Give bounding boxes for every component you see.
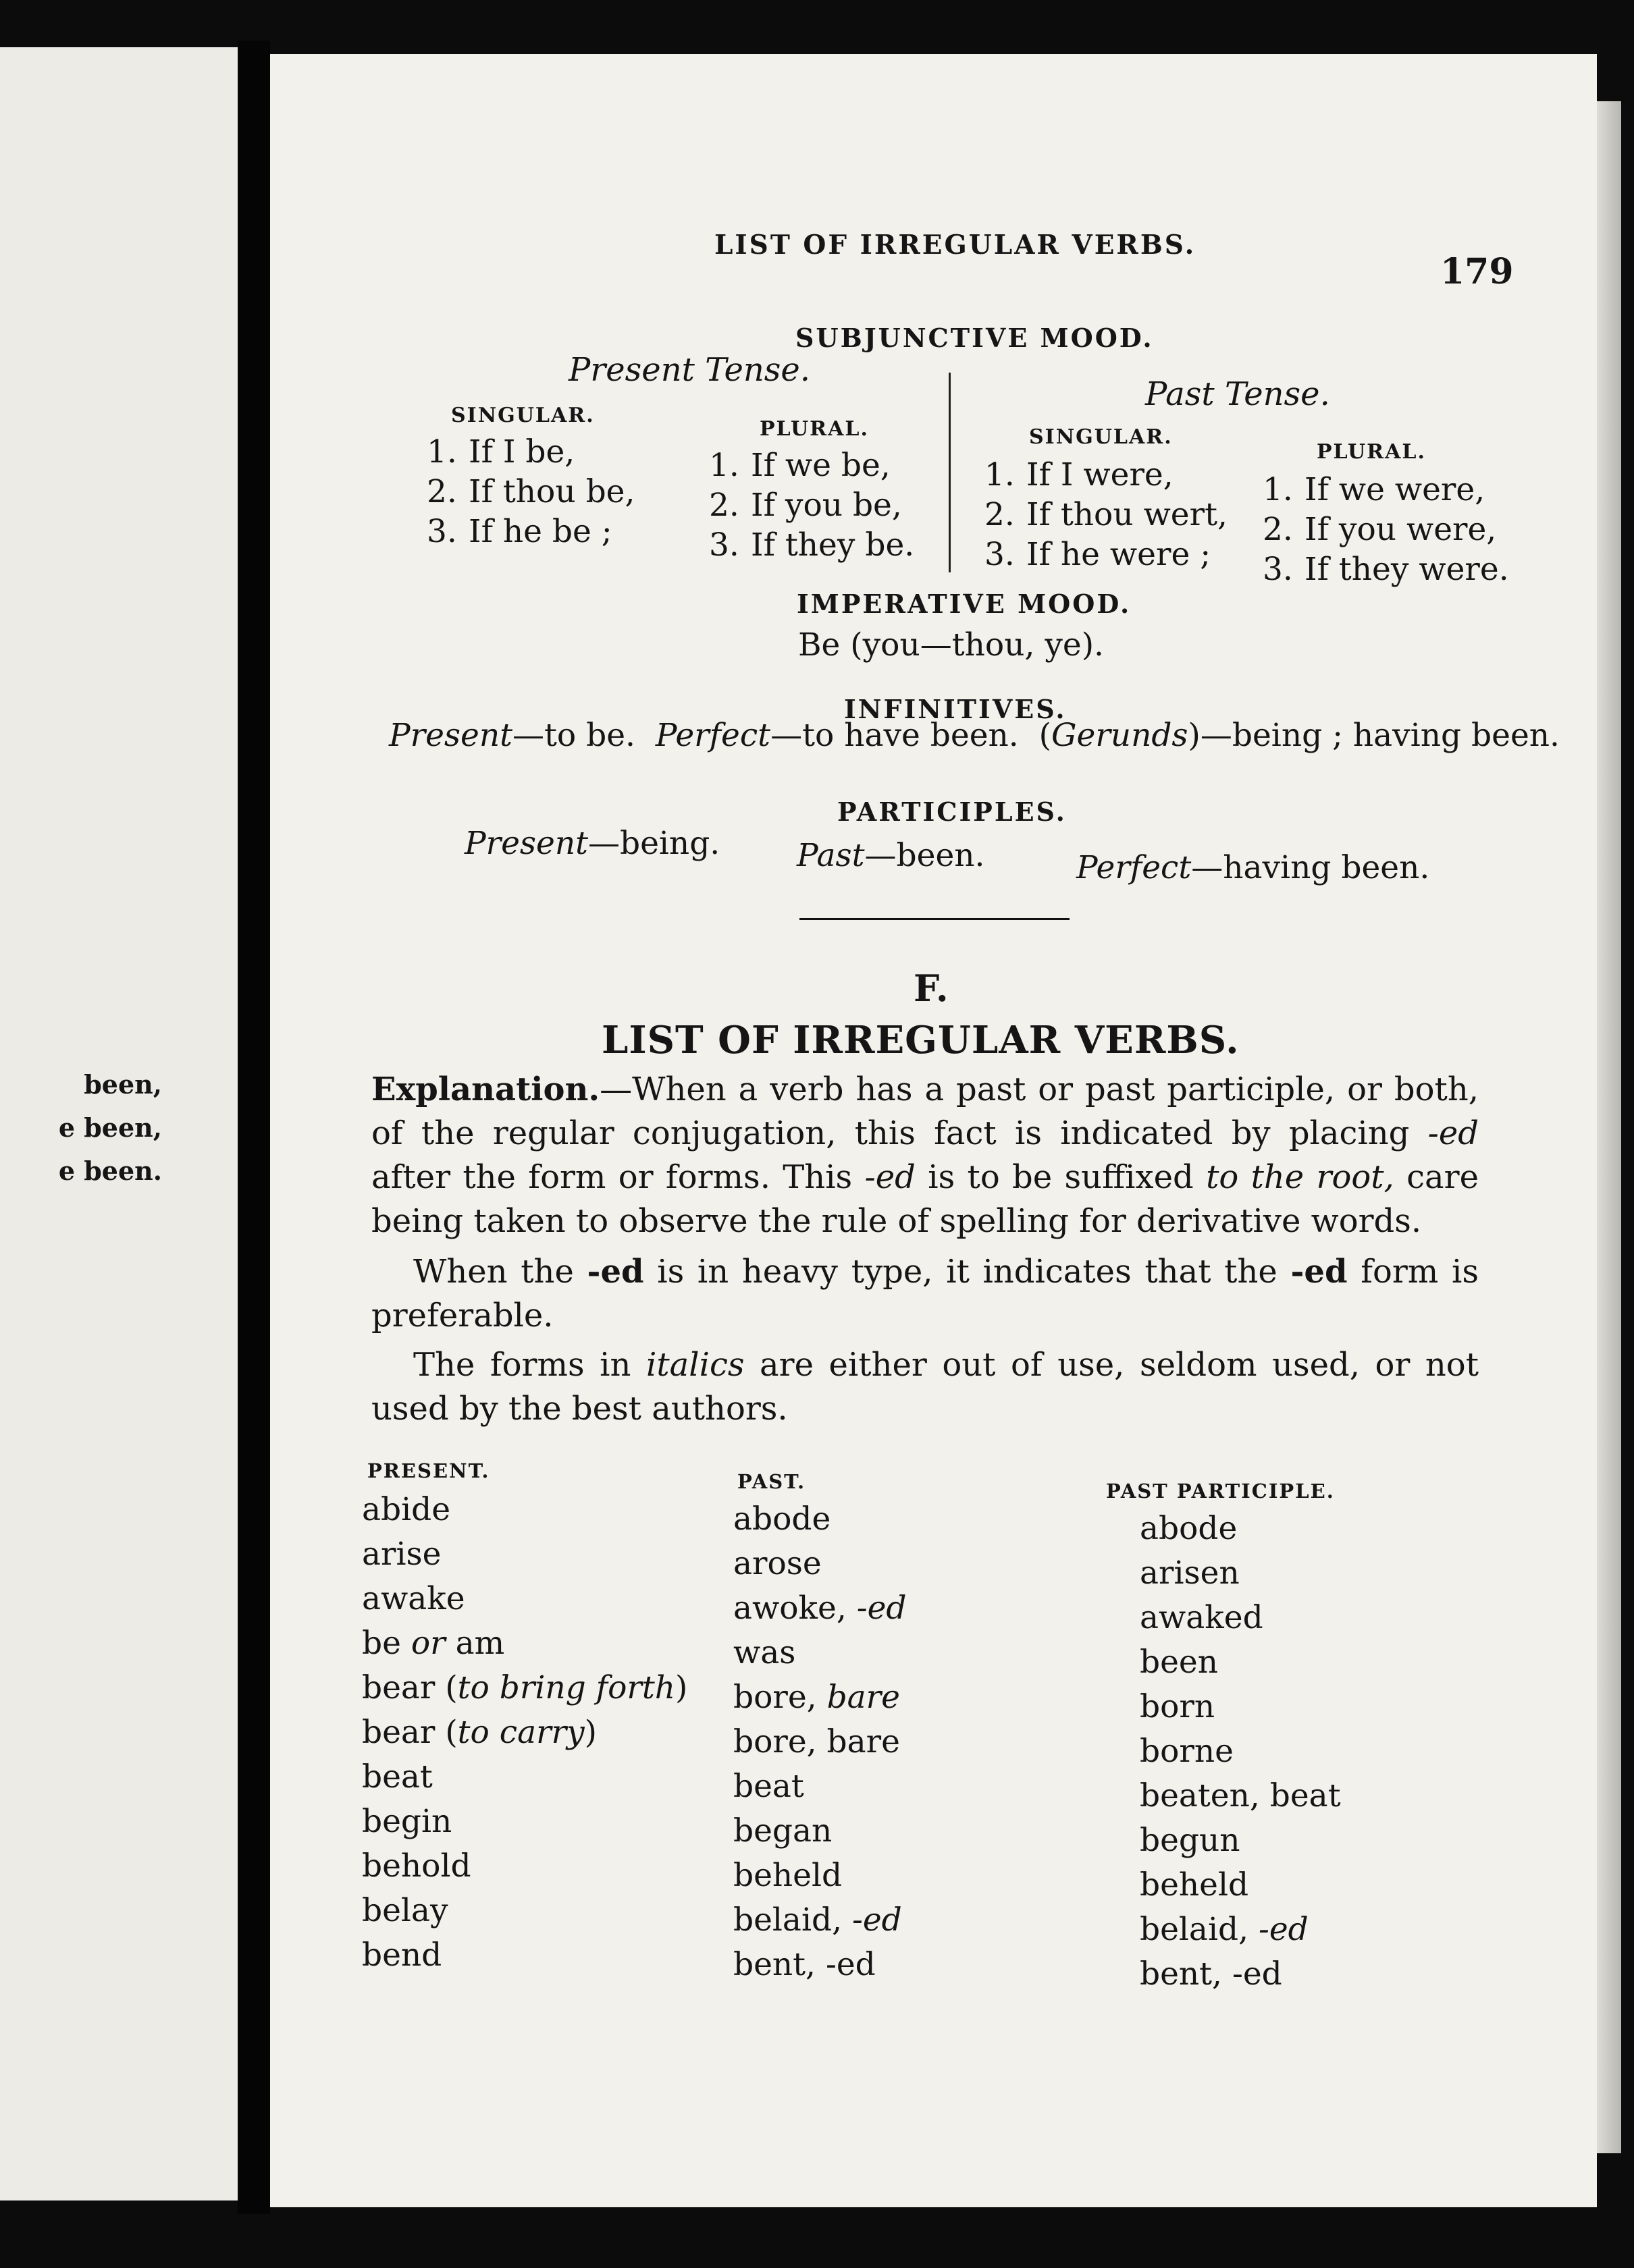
verb-past-participle: beaten, beat (1140, 1777, 1341, 1814)
conjugation-line: 3. If he be ; (427, 513, 612, 550)
verb-past-participle: bent, -ed (1140, 1955, 1282, 1993)
present-plural-label: PLURAL. (760, 417, 869, 441)
verb-past: belaid, -ed (733, 1901, 902, 1939)
explanation-paragraph (371, 1068, 1479, 1243)
appendix-letter: F. (914, 967, 949, 1010)
past-column-header: PAST. (737, 1470, 806, 1493)
italics-paragraph (371, 1343, 1479, 1431)
conjugation-line: 1. If we were, (1263, 471, 1485, 508)
participle-present: Present—being. (465, 825, 720, 862)
verb-present: begin (362, 1803, 452, 1840)
past-tense-title: Past Tense. (1145, 375, 1330, 413)
verb-past: beheld (733, 1857, 843, 1894)
verb-past-participle: borne (1140, 1733, 1234, 1770)
conjugation-line: 2. If thou be, (427, 473, 635, 510)
participles-title: PARTICIPLES. (837, 796, 1067, 827)
heavy-type-paragraph (371, 1250, 1479, 1338)
present-tense-title: Present Tense. (569, 351, 811, 389)
conjugation-line: 1. If I were, (984, 456, 1174, 493)
conjugation-line: 2. If you be, (709, 487, 902, 524)
verb-past-participle: been (1140, 1644, 1218, 1681)
imperative-line: Be (you—thou, ye). (798, 626, 1104, 664)
page-edge (1597, 101, 1621, 2153)
verb-past: abode (733, 1501, 831, 1538)
conjugation-line: 3. If they were. (1263, 551, 1509, 588)
verb-present: awake (362, 1580, 465, 1617)
verb-past: arose (733, 1545, 822, 1582)
explanation-text: Explanation.—When a verb has a past or past participle, or both, of the regular conjugation, this fact is indicated by placing -ed after the form or forms. This -ed is to be suffixed to the root, care being taken to observe the rule of spelling for derivative words. (371, 1071, 1479, 1240)
verb-past: began (733, 1812, 833, 1850)
verb-past-participle: abode (1140, 1510, 1238, 1547)
present-singular-label: SINGULAR. (451, 404, 595, 427)
past-column (733, 1497, 907, 1987)
tense-divider (949, 373, 951, 572)
verb-past-participle: arisen (1140, 1555, 1240, 1592)
verb-present: arise (362, 1536, 442, 1573)
verb-past-participle: born (1140, 1688, 1215, 1725)
verb-past: bent, -ed (733, 1946, 876, 1983)
left-page-fragments (0, 1063, 238, 1193)
verb-past-participle: beheld (1140, 1866, 1249, 1904)
running-head: LIST OF IRREGULAR VERBS. (714, 230, 1196, 261)
past-plural-label: PLURAL. (1317, 440, 1426, 464)
subjunctive-mood-title: SUBJUNCTIVE MOOD. (795, 323, 1154, 353)
book-spine (238, 40, 270, 2214)
verb-past-participle: belaid, -ed (1140, 1911, 1309, 1948)
page-number: 179 (1440, 251, 1514, 292)
infinitives-title: INFINITIVES. (844, 694, 1067, 724)
conjugation-line: 1. If I be, (427, 433, 575, 470)
conjugation-line: 2. If you were, (1263, 511, 1497, 548)
verb-present: abide (362, 1491, 451, 1528)
left-facing-page (0, 47, 239, 2200)
left-fragment: e been, (58, 1112, 162, 1143)
present-column (362, 1488, 687, 1978)
infinitives-line: Present—to be. Perfect—to have been. (Gerunds)—being ; having been. (389, 717, 1560, 754)
conjugation-line: 3. If they be. (709, 526, 915, 564)
imperative-mood-title: IMPERATIVE MOOD. (797, 589, 1132, 619)
past-participle-column (1140, 1507, 1341, 1997)
verb-past: beat (733, 1768, 804, 1805)
verb-present: bear (to bring forth) (362, 1669, 688, 1706)
verb-present: be or am (362, 1625, 505, 1662)
verb-past: awoke, -ed (733, 1590, 907, 1627)
italics-text: The forms in italics are either out of use, seldom used, or not used by the best authors. (371, 1346, 1479, 1428)
verb-present: behold (362, 1847, 471, 1885)
participle-perfect: Perfect—having been. (1076, 849, 1430, 886)
past-participle-column-header: PAST PARTICIPLE. (1106, 1480, 1335, 1503)
participle-past: Past—been. (797, 837, 985, 874)
heavy-type-text: When the -ed is in heavy type, it indicates that the -ed form is preferable. (371, 1253, 1479, 1334)
verb-present: bear (to carry) (362, 1714, 597, 1751)
left-fragment: been, (84, 1069, 162, 1100)
past-singular-forms (984, 455, 1228, 574)
list-title: LIST OF IRREGULAR VERBS. (602, 1018, 1240, 1062)
verb-present: belay (362, 1892, 448, 1929)
past-singular-label: SINGULAR. (1029, 425, 1173, 449)
verb-present: beat (362, 1758, 433, 1796)
verb-past: bore, bare (733, 1723, 900, 1760)
verb-present: bend (362, 1937, 442, 1974)
conjugation-line: 3. If he were ; (984, 536, 1211, 573)
conjugation-line: 2. If thou wert, (984, 496, 1228, 533)
past-plural-forms (1263, 470, 1509, 589)
verb-past: bore, bare (733, 1679, 900, 1716)
section-rule (799, 918, 1070, 920)
present-plural-forms (709, 446, 914, 565)
present-singular-forms (427, 432, 635, 551)
verb-past-participle: begun (1140, 1822, 1240, 1859)
present-column-header: PRESENT. (367, 1459, 490, 1482)
left-fragment: e been. (58, 1156, 162, 1186)
verb-past-participle: awaked (1140, 1599, 1263, 1636)
conjugation-line: 1. If we be, (709, 447, 891, 484)
verb-past: was (733, 1634, 796, 1671)
